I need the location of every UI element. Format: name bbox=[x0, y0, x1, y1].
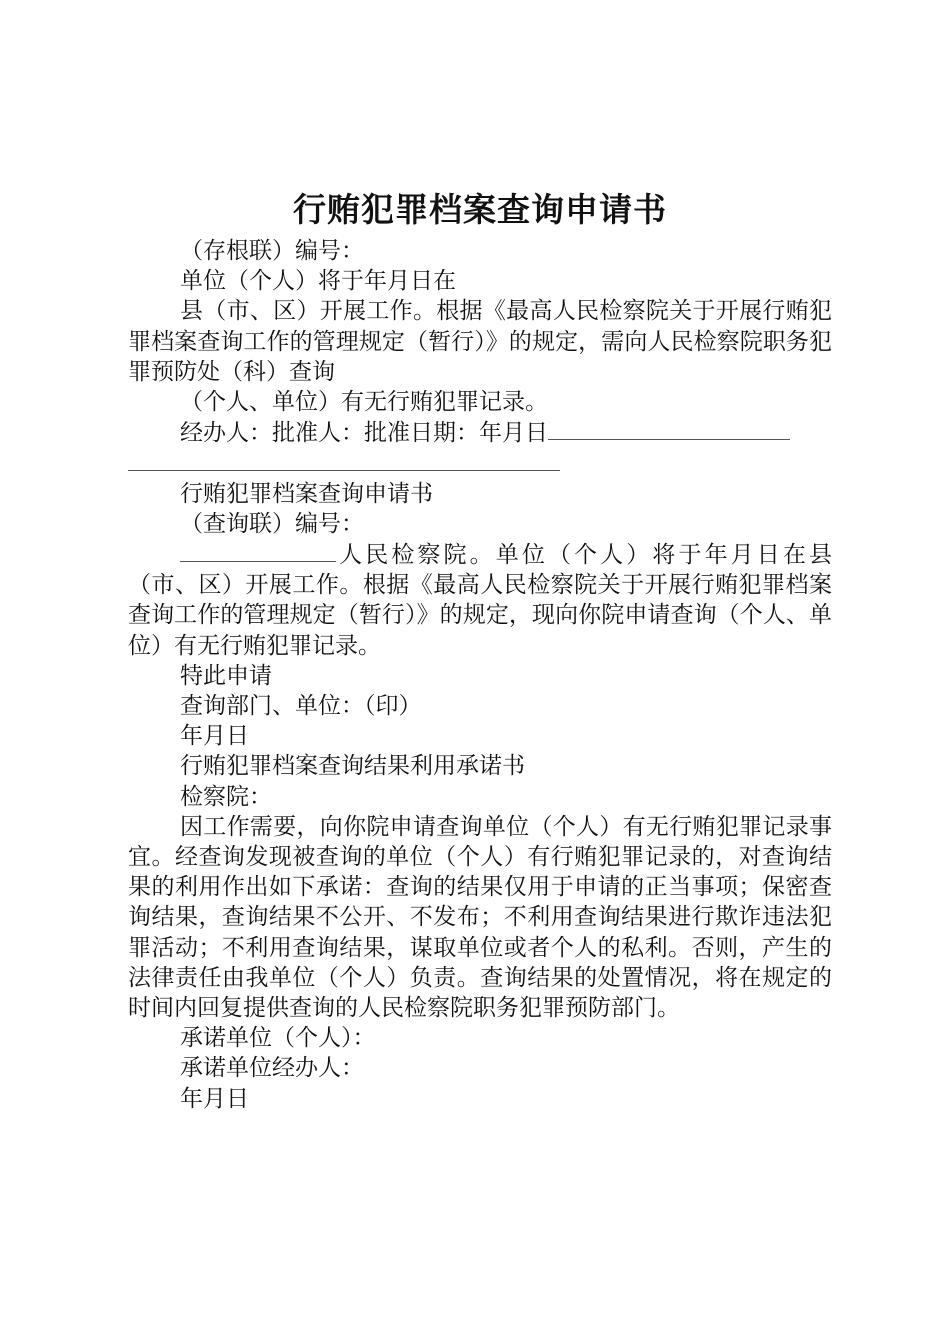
stub-line-3: （个人、单位）有无行贿犯罪记录。 bbox=[180, 389, 548, 416]
pledge-body: 因工作需要，向你院申请查询单位（个人）有无行贿犯罪记录事宜。经查询发现被查询的单位（个人）有行贿犯罪记录的，对查询结果的利用作出如下承诺：查询的结果仅用于申请的正当事项；保密查询结果，查询结果不公开、不发布；不利用查询结果进行欺诈违法犯罪活动；不利用查询结果，谋取单位或者个人的私利。否则，产生的法律责任由我单位（个人）负责。查询结果的处置情况，将在规定的时间内回复提供查询的人民检察院职务犯罪预防部门。 bbox=[128, 813, 832, 1022]
query-body bbox=[128, 539, 832, 661]
document-title: 行贿犯罪档案查询申请书 bbox=[293, 190, 667, 229]
query-body-text: 人民检察院。单位（个人）将于年月日在县（市、区）开展工作。根据《最高人民检察院关于开展行贿犯罪档案查询工作的管理规定（暂行）》的规定，现向你院申请查询（个人、单位）有无行贿犯罪记录。 bbox=[128, 542, 832, 659]
pledge-date: 年月日 bbox=[180, 1085, 249, 1112]
query-signature: 查询部门、单位：（印） bbox=[180, 693, 422, 720]
pledge-unit: 承诺单位（个人）： bbox=[180, 1025, 376, 1052]
stub-number-line: （存根联）编号： bbox=[180, 238, 364, 264]
stub-line-1: 单位（个人）将于年月日在 bbox=[180, 268, 456, 295]
query-date: 年月日 bbox=[180, 723, 249, 750]
pledge-heading: 行贿犯罪档案查询结果利用承诺书 bbox=[180, 753, 525, 780]
stub-line-4-text: 经办人：批准人：批准日期：年月日 bbox=[180, 420, 548, 447]
query-closing: 特此申请 bbox=[180, 662, 272, 689]
document-page bbox=[128, 186, 832, 1114]
stub-line-2: 县（市、区）开展工作。根据《最高人民检察院关于开展行贿犯罪档案查询工作的管理规定（暂行）》的规定，需向人民检察院职务犯罪预防处（科）查询 bbox=[128, 298, 832, 385]
pledge-addressee: 检察院： bbox=[180, 783, 272, 810]
stub-separator-line bbox=[128, 448, 832, 478]
pledge-handler: 承诺单位经办人： bbox=[180, 1055, 364, 1082]
stub-underline-fill bbox=[548, 417, 790, 440]
stub-line-4 bbox=[128, 417, 832, 448]
query-blank-underline bbox=[180, 539, 336, 562]
query-number-line: （查询联）编号： bbox=[180, 510, 364, 537]
query-heading: 行贿犯罪档案查询申请书 bbox=[180, 480, 433, 507]
